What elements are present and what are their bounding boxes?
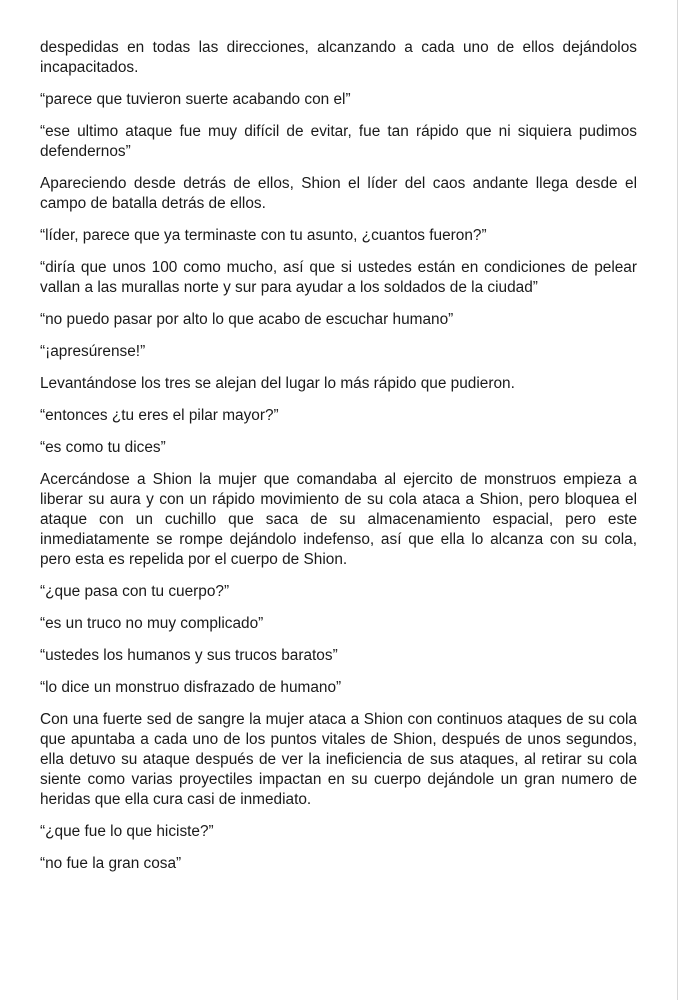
dialogue-line-2: “ese ultimo ataque fue muy difícil de evitar, fue tan rápido que ni siquiera pudimos defendernos”	[40, 123, 637, 160]
dialogue-line-14: “no fue la gran cosa”	[40, 855, 182, 872]
dialogue-line-13: “¿que fue lo que hiciste?”	[40, 823, 214, 840]
dialogue-line-1: “parece que tuvieron suerte acabando con el”	[40, 91, 351, 108]
dialogue-line-8: “es como tu dices”	[40, 439, 166, 456]
paragraph-1: despedidas en todas las direcciones, alcanzando a cada uno de ellos dejándolos incapacitados.	[40, 39, 637, 76]
dialogue-line-7: “entonces ¿tu eres el pilar mayor?”	[40, 407, 279, 424]
dialogue-line-11: “ustedes los humanos y sus trucos baratos”	[40, 647, 338, 664]
paragraph-2: Apareciendo desde detrás de ellos, Shion el líder del caos andante llega desde el campo de batalla detrás de ellos.	[40, 175, 637, 212]
dialogue-line-10: “es un truco no muy complicado”	[40, 615, 264, 632]
dialogue-line-12: “lo dice un monstruo disfrazado de humano”	[40, 679, 342, 696]
dialogue-line-6: “¡apresúrense!”	[40, 343, 146, 360]
paragraph-5: Con una fuerte sed de sangre la mujer ataca a Shion con continuos ataques de su cola que apuntaba a cada uno de los puntos vitales de Shion, después de unos segundos, ella detuvo su ataque después de ver la ineficiencia de sus ataques, al retirar su cola siente como varias proyectiles impactan en su cuerpo dejándole un gran numero de heridas que ella cura casi de inmediato.	[40, 711, 637, 808]
dialogue-line-5: “no puedo pasar por alto lo que acabo de escuchar humano”	[40, 311, 454, 328]
dialogue-line-3: “líder, parece que ya terminaste con tu asunto, ¿cuantos fueron?”	[40, 227, 487, 244]
paragraph-4: Acercándose a Shion la mujer que comandaba al ejercito de monstruos empieza a liberar su aura y con un rápido movimiento de su cola ataca a Shion, pero bloquea el ataque con un cuchillo que saca de su almacenamiento espacial, pero este inmediatamente se rompe dejándolo indefenso, así que ella lo alcanza con su cola, pero esta es repelida por el cuerpo de Shion.	[40, 471, 637, 568]
dialogue-line-9: “¿que pasa con tu cuerpo?”	[40, 583, 230, 600]
document-body	[40, 38, 637, 886]
paragraph-3: Levantándose los tres se alejan del lugar lo más rápido que pudieron.	[40, 375, 515, 392]
dialogue-line-4: “diría que unos 100 como mucho, así que si ustedes están en condiciones de pelear vallan a las murallas norte y sur para ayudar a los soldados de la ciudad”	[40, 259, 637, 296]
